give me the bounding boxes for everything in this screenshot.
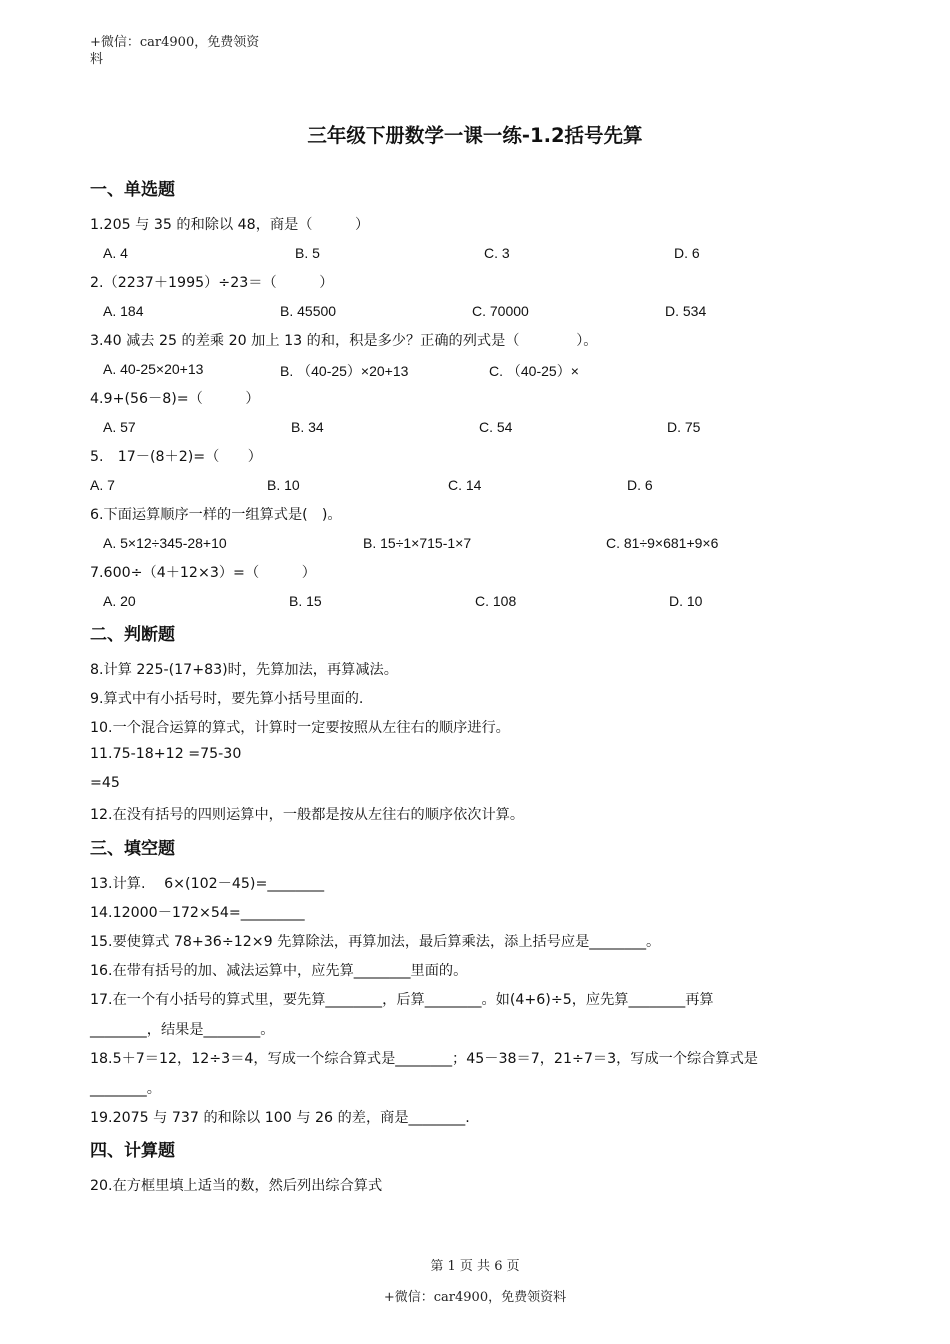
q7-option-b: B. 15 <box>289 593 322 609</box>
q4-option-b: B. 34 <box>291 419 324 435</box>
question-8: 8.计算 225-(17+83)时，先算加法，再算减法。 <box>90 662 398 678</box>
header-watermark-line2: 料 <box>90 52 104 67</box>
question-19: 19.2075 与 737 的和除以 100 与 26 的差，商是________. <box>90 1110 470 1126</box>
question-20: 20.在方框里填上适当的数，然后列出综合算式 <box>90 1178 383 1194</box>
section-heading-calculation: 四、计算题 <box>90 1141 175 1161</box>
q3-option-b: B. （40-25）×20+13 <box>280 363 409 379</box>
footer-watermark: +微信：car4900，免费领资料 <box>383 1290 567 1305</box>
question-4: 4.9+(56－8)=（ ） <box>90 391 260 407</box>
question-18-continued: ________。 <box>90 1081 161 1097</box>
page-number: 第 1 页 共 6 页 <box>430 1259 520 1274</box>
q3-option-c: C. （40-25）× <box>489 363 579 379</box>
question-18: 18.5＋7＝12，12÷3＝4，写成一个综合算式是________；45－38＝7，21÷7＝3，写成一个综合算式是 <box>90 1051 758 1067</box>
question-3: 3.40 减去 25 的差乘 20 加上 13 的和，积是多少？正确的列式是（ ）。 <box>90 333 598 349</box>
q4-option-c: C. 54 <box>479 419 513 435</box>
q7-option-d: D. 10 <box>669 593 703 609</box>
question-11: 11.75-18+12 =75-30 <box>90 746 242 762</box>
question-9: 9.算式中有小括号时，要先算小括号里面的. <box>90 691 364 707</box>
question-7: 7.600÷（4＋12×3）=（ ） <box>90 565 316 581</box>
q2-option-b: B. 45500 <box>280 303 337 319</box>
q6-option-c: C. 81÷9×681+9×6 <box>606 535 719 551</box>
q3-option-a: A. 40-25×20+13 <box>103 361 204 377</box>
question-2: 2.（2237＋1995）÷23＝（ ） <box>90 275 334 291</box>
q1-option-b: B. 5 <box>295 245 320 261</box>
q5-option-a: A. 7 <box>90 477 115 493</box>
q7-option-a: A. 20 <box>103 593 136 609</box>
question-14: 14.12000－172×54=_________ <box>90 905 305 921</box>
question-17-continued: ________，结果是________。 <box>90 1022 275 1038</box>
question-15: 15.要使算式 78+36÷12×9 先算除法，再算加法，最后算乘法，添上括号应是________。 <box>90 934 661 950</box>
q5-option-c: C. 14 <box>448 477 482 493</box>
question-10: 10.一个混合运算的算式，计算时一定要按照从左往右的顺序进行。 <box>90 720 510 736</box>
section-heading-fill-in: 三、填空题 <box>90 839 175 859</box>
q6-option-b: B. 15÷1×715-1×7 <box>363 535 472 551</box>
question-1: 1.205 与 35 的和除以 48，商是（ ） <box>90 217 370 233</box>
section-heading-single-choice: 一、单选题 <box>90 180 175 200</box>
page-title: 三年级下册数学一课一练-1.2括号先算 <box>307 124 643 147</box>
question-17: 17.在一个有小括号的算式里，要先算________，后算________。如(4+6)÷5，应先算________再算 <box>90 992 714 1008</box>
q1-option-d: D. 6 <box>674 245 700 261</box>
q5-option-d: D. 6 <box>627 477 653 493</box>
question-5: 5. 17－(8＋2)=（ ） <box>90 449 262 465</box>
q7-option-c: C. 108 <box>475 593 517 609</box>
question-13: 13.计算. 6×(102－45)=________ <box>90 876 325 892</box>
q1-option-c: C. 3 <box>484 245 510 261</box>
section-heading-true-false: 二、判断题 <box>90 625 175 645</box>
question-12: 12.在没有括号的四则运算中，一般都是按从左往右的顺序依次计算。 <box>90 807 525 823</box>
q4-option-d: D. 75 <box>667 419 701 435</box>
q5-option-b: B. 10 <box>267 477 300 493</box>
q2-option-d: D. 534 <box>665 303 707 319</box>
header-watermark-line1: +微信：car4900，免费领资 <box>90 35 260 50</box>
q2-option-a: A. 184 <box>103 303 144 319</box>
question-6: 6.下面运算顺序一样的一组算式是( )。 <box>90 507 342 523</box>
q1-option-a: A. 4 <box>103 245 128 261</box>
q2-option-c: C. 70000 <box>472 303 529 319</box>
q4-option-a: A. 57 <box>103 419 136 435</box>
question-11-continued: =45 <box>90 775 120 791</box>
question-16: 16.在带有括号的加、减法运算中，应先算________里面的。 <box>90 963 468 979</box>
q6-option-a: A. 5×12÷345-28+10 <box>103 535 227 551</box>
